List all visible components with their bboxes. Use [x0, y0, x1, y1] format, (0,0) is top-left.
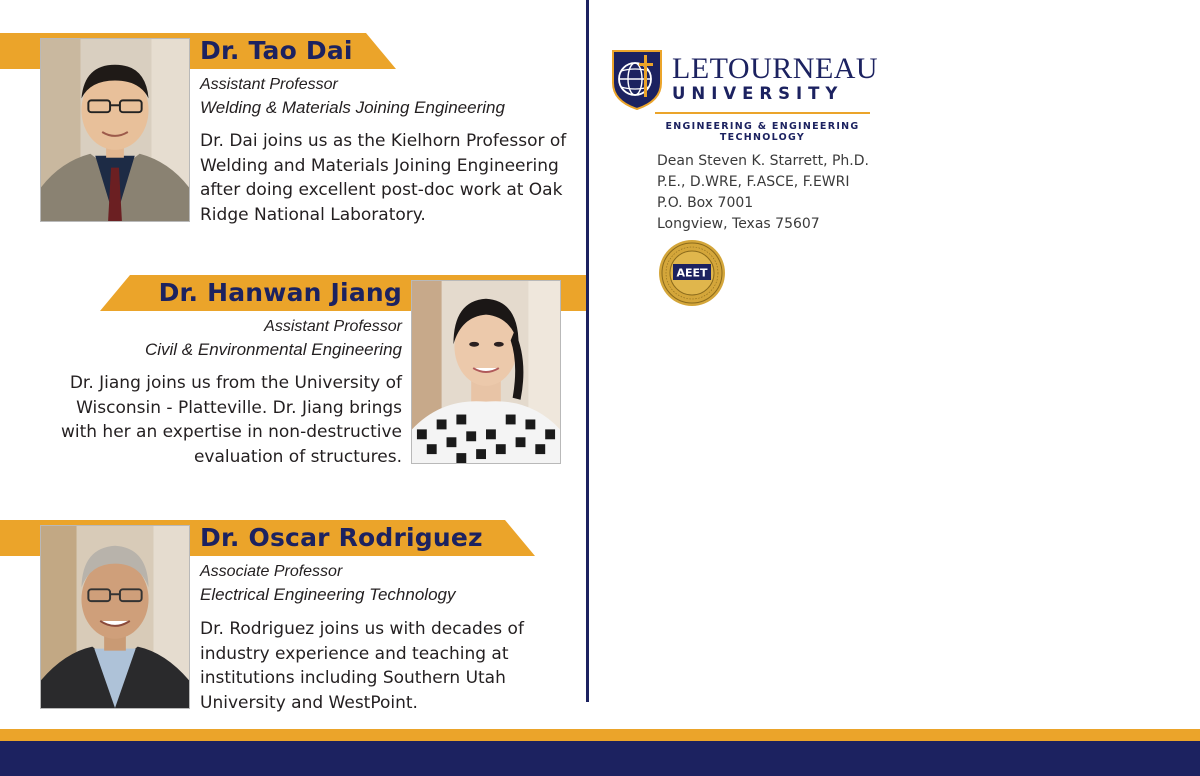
faculty-dept-rodriguez: Electrical Engineering Technology	[200, 585, 456, 604]
faculty-title-dai: Assistant Professor	[200, 76, 338, 93]
logo-subtitle: ENGINEERING & ENGINEERING TECHNOLOGY	[665, 121, 860, 143]
faculty-bio-jiang: Dr. Jiang joins us from the University of Wisconsin - Platteville. Dr. Jiang brings with her an expertise in non-destructive evaluation of structures.	[60, 373, 402, 467]
column-divider	[586, 0, 589, 702]
address-line-credentials: P.E., D.WRE, F.ASCE, F.EWRI	[657, 174, 850, 190]
faculty-name-jiang: Dr. Hanwan Jiang	[158, 278, 402, 307]
globe-shield-icon	[611, 49, 663, 111]
footer-band-navy	[0, 741, 1200, 776]
logo-wordmark: LETOURNEAU	[672, 52, 879, 85]
logo-rule	[655, 112, 870, 114]
seal-label: AEET	[676, 266, 708, 280]
logo-university: UNIVERSITY	[672, 84, 844, 103]
photo-tao-dai	[40, 38, 190, 222]
faculty-name-dai: Dr. Tao Dai	[200, 36, 353, 65]
photo-hanwan-jiang	[411, 280, 561, 464]
faculty-title-rodriguez: Associate Professor	[200, 563, 343, 580]
faculty-name-rodriguez: Dr. Oscar Rodriguez	[200, 523, 483, 552]
address-line-dean: Dean Steven K. Starrett, Ph.D.	[657, 153, 869, 169]
faculty-dept-dai: Welding & Materials Joining Engineering	[200, 98, 505, 117]
photo-oscar-rodriguez	[40, 525, 190, 709]
footer-band-gold	[0, 729, 1200, 741]
faculty-bio-dai: Dr. Dai joins us as the Kielhorn Professor of Welding and Materials Joining Engineering after doing excellent post-doc work at Oak Ridge National Laboratory.	[200, 131, 567, 225]
faculty-title-jiang: Assistant Professor	[264, 318, 402, 335]
address-line-pobox: P.O. Box 7001	[657, 195, 754, 211]
address-line-city: Longview, Texas 75607	[657, 216, 820, 232]
accreditation-seal-icon	[657, 238, 727, 308]
faculty-bio-rodriguez: Dr. Rodriguez joins us with decades of industry experience and teaching at institutions including Southern Utah University and WestPoint.	[200, 619, 524, 713]
faculty-dept-jiang: Civil & Environmental Engineering	[144, 340, 402, 359]
